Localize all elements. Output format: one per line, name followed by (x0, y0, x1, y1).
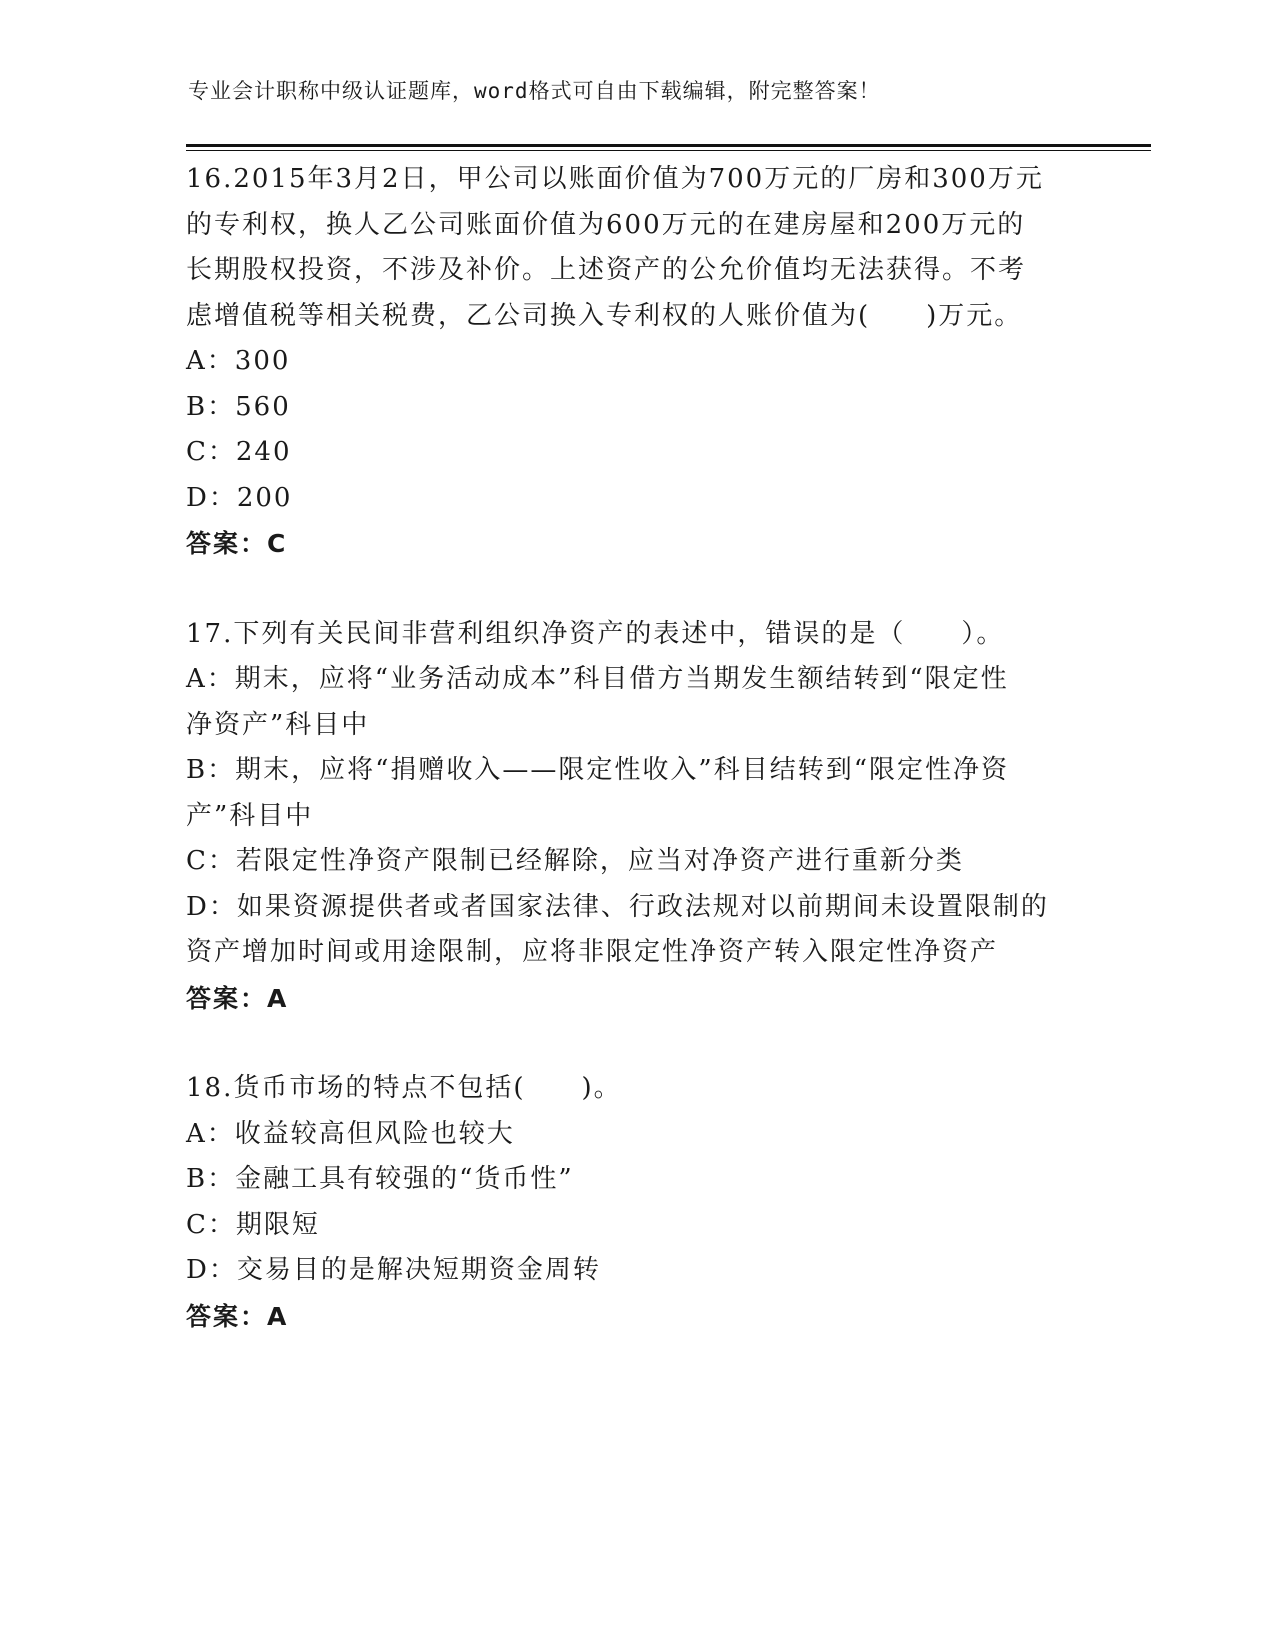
question-stem-line: 的专利权，换人乙公司账面价值为600万元的在建房屋和200万元的 (186, 209, 1026, 240)
option-d: D：如果资源提供者或者国家法律、行政法规对以前期间未设置限制的 (186, 891, 1049, 922)
option-b: B：期末，应将“捐赠收入——限定性收入”科目结转到“限定性净资 (186, 755, 1009, 785)
option-a: A：300 (186, 346, 291, 376)
option-d: D：200 (186, 482, 293, 513)
question-17 (186, 612, 1086, 1022)
option-c: C：若限定性净资产限制已经解除，应当对净资产进行重新分类 (186, 846, 964, 876)
header-divider (186, 144, 1151, 147)
question-spacer (186, 1021, 1086, 1066)
question-spacer (186, 567, 1086, 612)
page-header: 专业会计职称中级认证题库，word格式可自由下载编辑，附完整答案！ (188, 79, 881, 103)
option-d-continued: 资产增加时间或用途限制，应将非限定性净资产转入限定性净资产 (186, 937, 999, 967)
question-stem-line: 18.货币市场的特点不包括( )。 (186, 1073, 622, 1103)
question-16 (186, 157, 1086, 567)
option-a-continued: 净资产”科目中 (186, 709, 370, 740)
question-18 (186, 1066, 1086, 1339)
option-b-continued: 产”科目中 (186, 800, 314, 831)
answer-label: 答案：C (186, 529, 288, 558)
question-stem-line: 虑增值税等相关税费，乙公司换入专利权的人账价值为( )万元。 (186, 300, 1023, 331)
option-b: B：560 (186, 391, 291, 422)
option-c: C：240 (186, 437, 292, 467)
question-stem-line: 长期股权投资，不涉及补价。上述资产的公允价值均无法获得。不考 (186, 255, 1027, 285)
question-list (186, 157, 1086, 1339)
option-a: A：期末，应将“业务活动成本”科目借方当期发生额结转到“限定性 (186, 664, 1009, 694)
option-d: D：交易目的是解决短期资金周转 (186, 1255, 601, 1285)
question-stem-line: 17.下列有关民间非营利组织净资产的表述中，错误的是（ ）。 (186, 618, 1005, 649)
option-b: B：金融工具有较强的“货币性” (186, 1164, 574, 1194)
option-a: A：收益较高但风险也较大 (186, 1118, 515, 1149)
answer-label: 答案：A (186, 1301, 289, 1331)
answer-label: 答案：A (186, 983, 289, 1013)
header-divider-thin (186, 150, 1151, 151)
question-stem-line: 16.2015年3月2日，甲公司以账面价值为700万元的厂房和300万元 (186, 164, 1044, 194)
option-c: C：期限短 (186, 1209, 320, 1240)
